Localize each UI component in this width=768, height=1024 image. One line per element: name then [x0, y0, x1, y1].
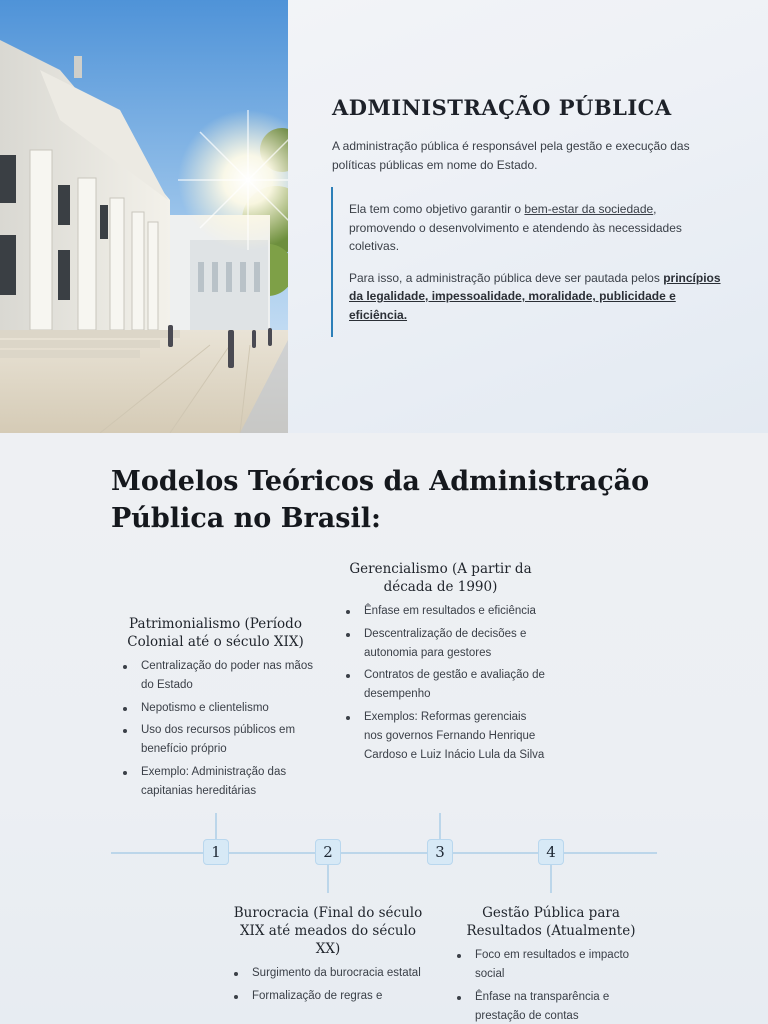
section-title: Modelos Teóricos da Administração Pública no Brasil: — [111, 466, 650, 534]
model-title-gerencialismo: Gerencialismo (A partir da década de 1990) — [349, 561, 532, 595]
list-item: Uso dos recursos públicos em benefício próprio — [113, 721, 313, 759]
page-title: ADMINISTRAÇÃO PÚBLICA — [332, 95, 672, 120]
list-item: Centralização do poder nas mãos do Estado — [113, 657, 313, 695]
model-title-burocracia: Burocracia (Final do século XIX até meados do século XX) — [233, 905, 423, 957]
model-title-gestao-resultados: Gestão Pública para Resultados (Atualmente) — [466, 905, 636, 939]
list-item: Ênfase em resultados e eficiência — [336, 602, 546, 621]
model-list-patrimonialismo — [113, 657, 313, 804]
list-item: Ênfase na transparência e prestação de contas — [447, 988, 647, 1024]
model-title-patrimonialismo: Patrimonialismo (Período Colonial até o século XIX) — [127, 616, 304, 650]
model-list-burocracia — [224, 964, 424, 1009]
timeline-stem-4 — [550, 865, 552, 893]
slide-administracao-publica — [0, 0, 768, 433]
list-item: Formalização de regras e — [224, 987, 424, 1006]
bem-estar-link[interactable]: bem-estar da sociedade — [524, 202, 654, 216]
objective-paragraph: Ela tem como objetivo garantir o bem-estar da sociedade, promovendo o desenvolvimento e atendendo às necessidades coletivas. — [349, 202, 682, 253]
list-item: Exemplo: Administração das capitanias hereditárias — [113, 763, 313, 801]
highlight-quote — [331, 187, 731, 337]
government-building-photo — [0, 0, 288, 433]
list-item: Contratos de gestão e avaliação de desempenho — [336, 666, 546, 704]
list-item: Exemplos: Reformas gerenciais nos governos Fernando Henrique Cardoso e Luiz Inácio Lula da Silva — [336, 708, 546, 765]
timeline-stem-3 — [439, 813, 441, 839]
list-item: Foco em resultados e impacto social — [447, 946, 647, 984]
model-list-gerencialismo — [336, 602, 546, 768]
model-list-gestao-resultados — [447, 946, 647, 1024]
list-item: Nepotismo e clientelismo — [113, 699, 313, 718]
list-item: Descentralização de decisões e autonomia para gestores — [336, 625, 546, 663]
timeline-marker-3: 3 — [427, 839, 453, 865]
timeline-stem-1 — [215, 813, 217, 839]
timeline-line — [111, 852, 657, 854]
timeline-marker-1: 1 — [203, 839, 229, 865]
intro-paragraph: A administração pública é responsável pela gestão e execução das políticas públicas em nome do Estado. — [332, 139, 690, 172]
list-item: Surgimento da burocracia estatal — [224, 964, 424, 983]
principles-link[interactable]: princípios da legalidade, impessoalidade, moralidade, publicidade e eficiência. — [349, 270, 721, 322]
slide-modelos-teoricos — [0, 433, 768, 1024]
timeline-stem-2 — [327, 865, 329, 893]
timeline-marker-2: 2 — [315, 839, 341, 865]
timeline-marker-4: 4 — [538, 839, 564, 865]
principles-paragraph: Para isso, a administração pública deve ser pautada pelos princípios da legalidade, impessoalidade, moralidade, publicidade e eficiência. — [349, 270, 721, 322]
